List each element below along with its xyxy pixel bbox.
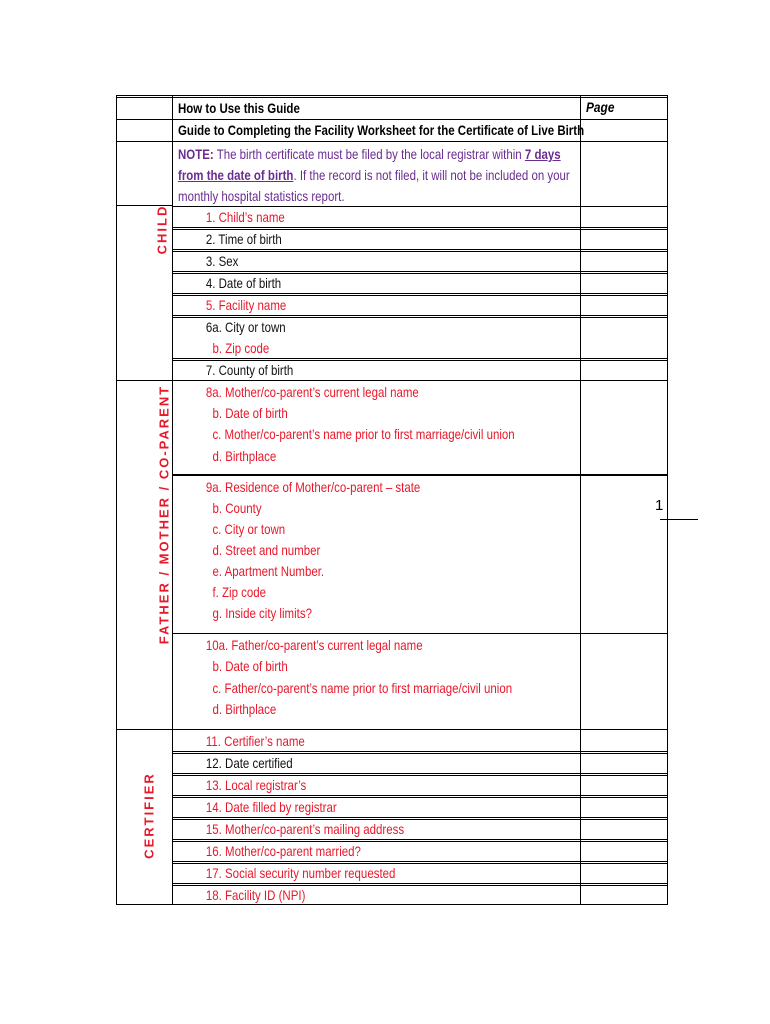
page-column-header: Page bbox=[586, 99, 615, 115]
list-item: g. Inside city limits? bbox=[212, 605, 312, 621]
list-item: 14. Date filled by registrar bbox=[205, 799, 337, 815]
list-item: f. Zip code bbox=[212, 584, 267, 600]
list-item: c. Mother/co-parent’s name prior to first marriage/civil union bbox=[212, 426, 515, 442]
note-block bbox=[178, 144, 572, 207]
list-item: e. Apartment Number. bbox=[212, 563, 325, 579]
list-item: 7. County of birth bbox=[205, 362, 294, 378]
guide-subtitle: Guide to Completing the Facility Worksheet for the Certificate of Live Birth bbox=[178, 122, 585, 138]
row-divider bbox=[172, 633, 668, 634]
list-item: 1. Child’s name bbox=[205, 209, 285, 225]
row-divider bbox=[172, 474, 668, 476]
list-item: 8a. Mother/co-parent’s current legal name bbox=[205, 384, 419, 400]
section-label-certifier: CERTIFIER bbox=[141, 772, 157, 859]
note-emphasis: 7 days from the date of birth bbox=[178, 146, 561, 183]
list-item: 16. Mother/co-parent married? bbox=[205, 843, 361, 859]
list-item: 17. Social security number requested bbox=[205, 865, 396, 881]
note-label: NOTE: bbox=[178, 146, 214, 162]
note-text-1: The birth certificate must be filed by the local registrar within bbox=[216, 146, 522, 162]
list-item: d. Birthplace bbox=[212, 448, 277, 464]
list-item: d. Birthplace bbox=[212, 701, 277, 717]
list-item: 2. Time of birth bbox=[205, 231, 282, 247]
list-item: b. Date of birth bbox=[212, 658, 288, 674]
guide-title: How to Use this Guide bbox=[178, 100, 300, 116]
list-item: 5. Facility name bbox=[205, 297, 287, 313]
list-item: b. County bbox=[212, 500, 262, 516]
list-item: b. Zip code bbox=[212, 340, 270, 356]
list-item: 11. Certifier’s name bbox=[205, 733, 305, 749]
list-item: 18. Facility ID (NPI) bbox=[205, 887, 306, 903]
list-item: c. Father/co-parent’s name prior to first marriage/civil union bbox=[212, 680, 513, 696]
list-item: b. Date of birth bbox=[212, 405, 288, 421]
table-border-col2 bbox=[580, 96, 581, 905]
page-number-underline bbox=[660, 519, 698, 520]
section-label-child: CHILD bbox=[154, 204, 170, 255]
list-item: 13. Local registrar’s bbox=[205, 777, 307, 793]
section-label-parent: FATHER / MOTHER / CO-PARENT bbox=[156, 384, 172, 645]
list-item: 6a. City or town bbox=[205, 319, 286, 335]
list-item: 3. Sex bbox=[205, 253, 239, 269]
list-item: c. City or town bbox=[212, 521, 286, 537]
table-border-col1 bbox=[172, 96, 173, 905]
list-item: 10a. Father/co-parent’s current legal name bbox=[205, 637, 423, 653]
list-item: 9a. Residence of Mother/co-parent – state bbox=[205, 479, 421, 495]
table-border-left bbox=[116, 96, 117, 905]
list-item: 4. Date of birth bbox=[205, 275, 282, 291]
page-number: 1 bbox=[655, 497, 664, 514]
row-divider bbox=[116, 141, 668, 142]
list-item: d. Street and number bbox=[212, 542, 321, 558]
list-item: 15. Mother/co-parent’s mailing address bbox=[205, 821, 405, 837]
list-item: 12. Date certified bbox=[205, 755, 293, 771]
note-text-2: . If the record is not filed, it will not be included on your monthly hospital statistics report. bbox=[178, 167, 570, 204]
row-divider bbox=[116, 729, 668, 730]
table-border-right bbox=[667, 96, 668, 905]
